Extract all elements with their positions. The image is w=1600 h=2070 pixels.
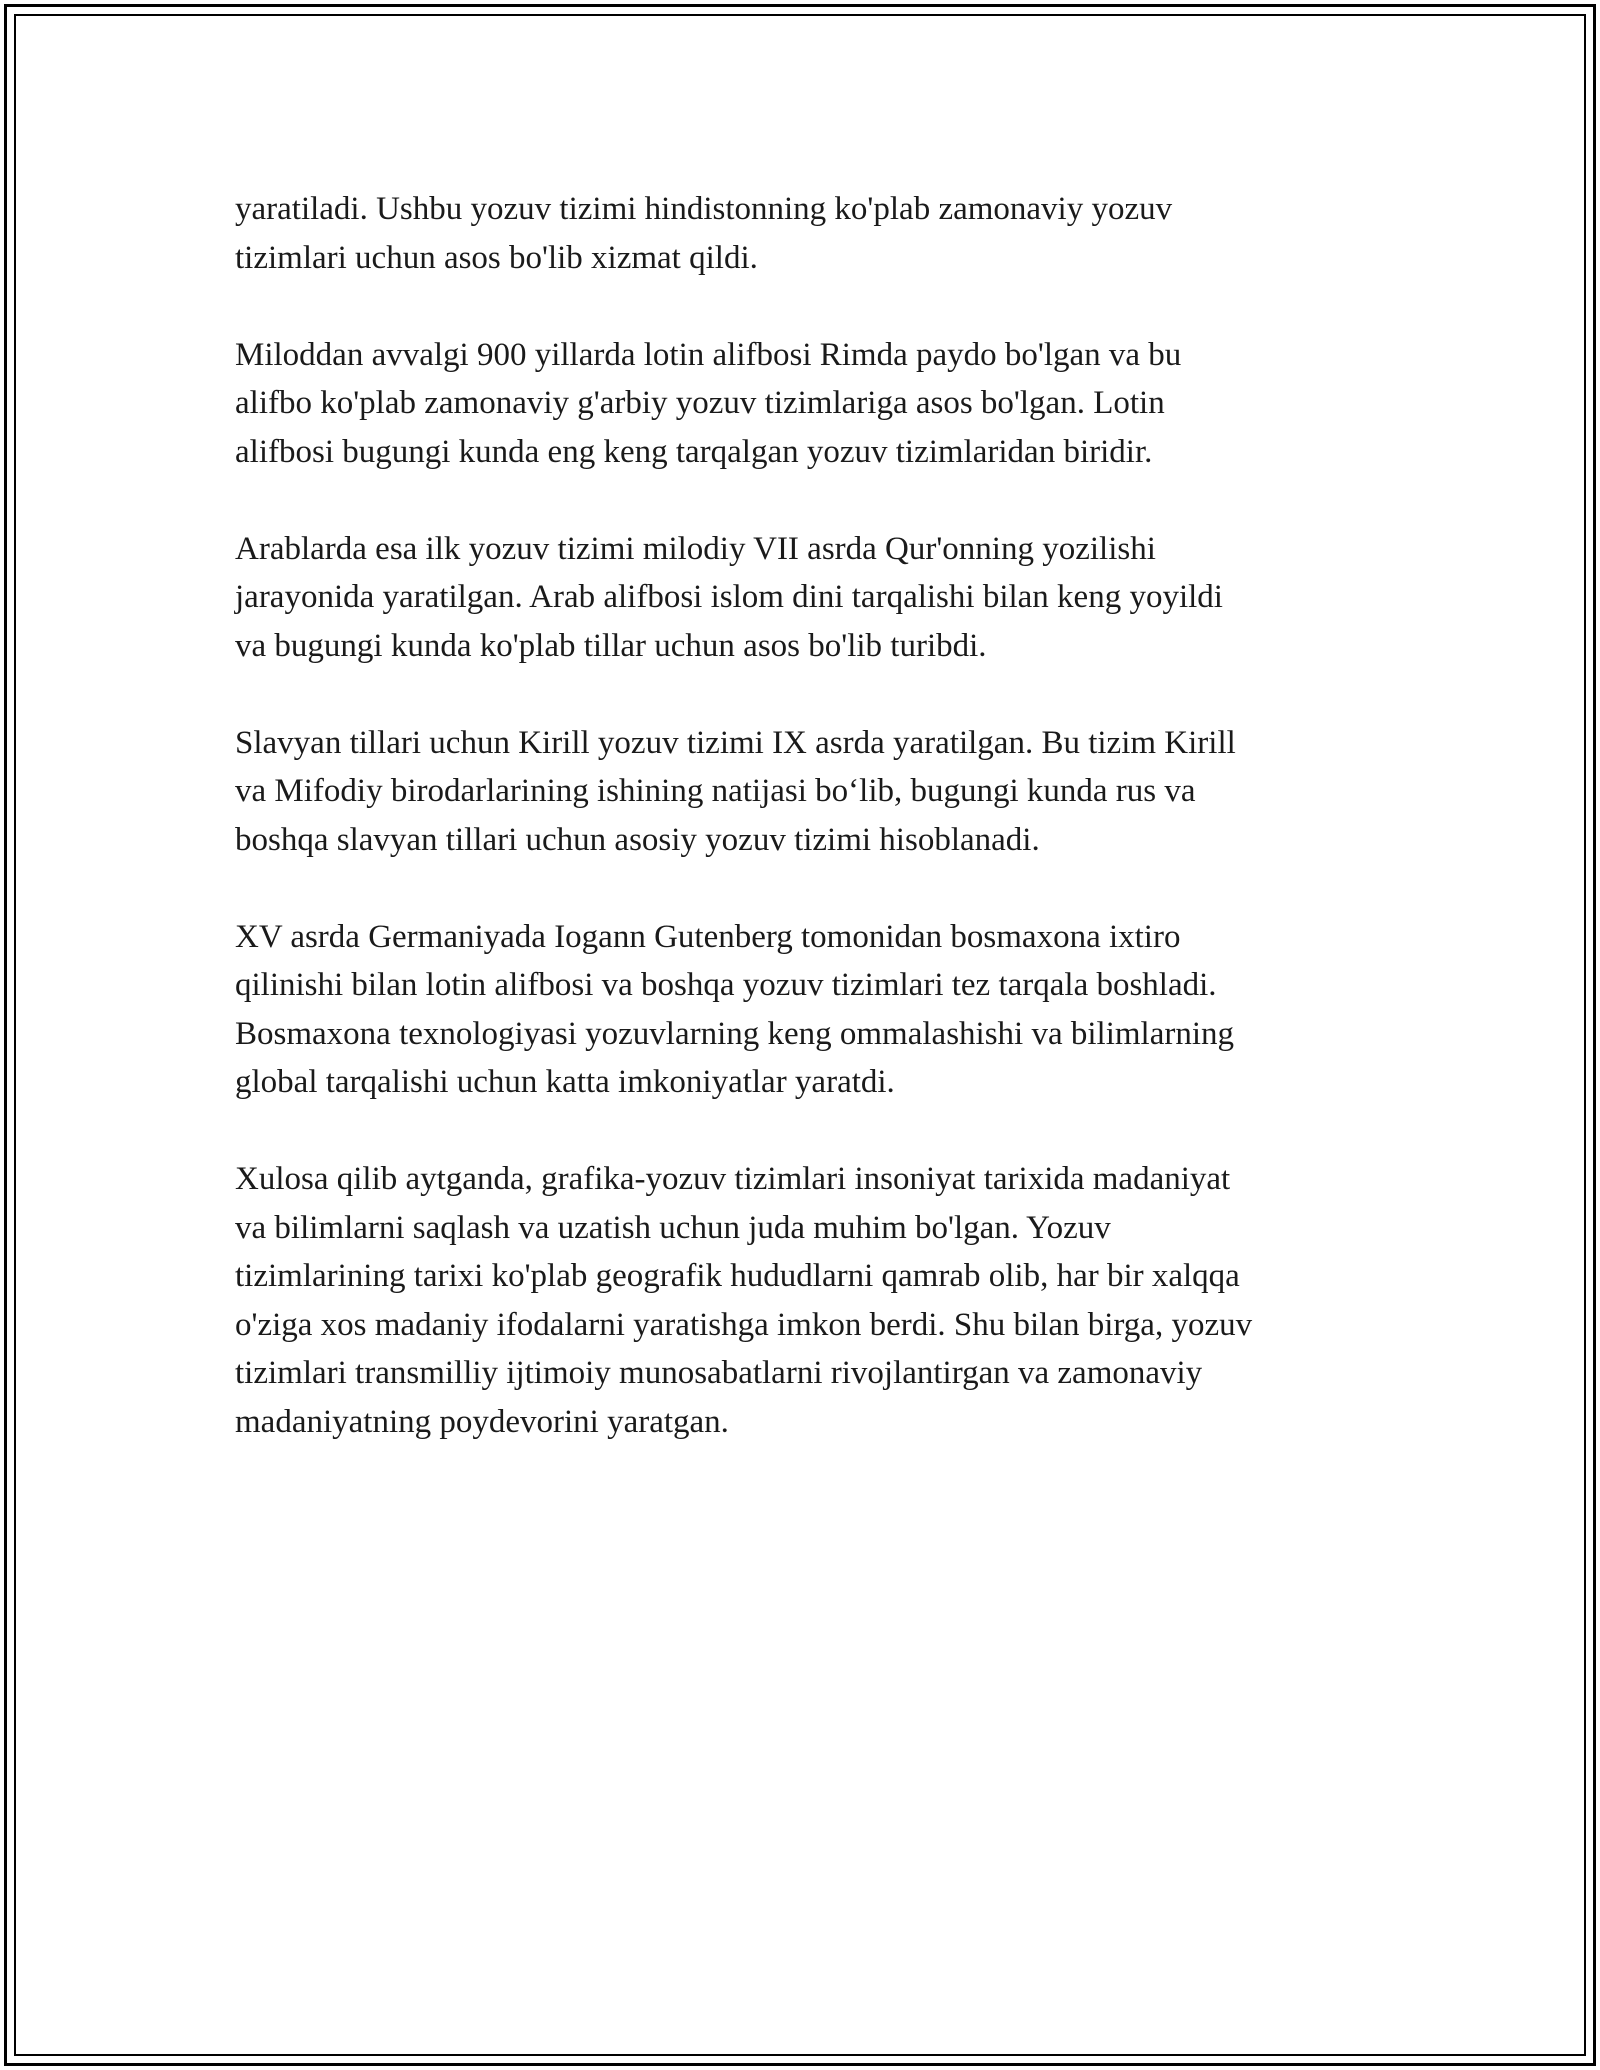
paragraph-line: boshqa slavyan tillari uchun asosiy yozuv tizimi hisoblanadi. [235, 821, 1040, 858]
paragraph-line: madaniyatning poydevorini yaratgan. [235, 1403, 729, 1440]
paragraph-line: Arablarda esa ilk yozuv tizimi milodiy VII asrda Qur'onning yozilishi [235, 530, 1156, 567]
paragraph-line: tizimlarining tarixi ko'plab geografik hududlarni qamrab olib, har bir xalqqa [235, 1258, 1240, 1294]
paragraph-4 [235, 719, 1375, 865]
paragraph-5 [235, 913, 1375, 1107]
paragraph-line: tizimlari transmilliy ijtimoiy munosabatlarni rivojlantirgan va zamonaviy [235, 1355, 1203, 1391]
paragraph-line: alifbosi bugungi kunda eng keng tarqalgan yozuv tizimlaridan biridir. [235, 433, 1153, 470]
paragraph-3 [235, 525, 1375, 671]
document-body [235, 185, 1375, 1495]
paragraph-line: global tarqalishi uchun katta imkoniyatlar yaratdi. [235, 1064, 895, 1100]
paragraph-line: va bugungi kunda ko'plab tillar uchun asos bo'lib turibdi. [235, 627, 987, 664]
paragraph-line: yaratiladi. Ushbu yozuv tizimi hindistonning ko'plab zamonaviy yozuv [235, 191, 1173, 227]
paragraph-line: alifbo ko'plab zamonaviy g'arbiy yozuv tizimlariga asos bo'lgan. Lotin [235, 385, 1165, 421]
paragraph-line: Miloddan avvalgi 900 yillarda lotin alifbosi Rimda paydo bo'lgan va bu [235, 336, 1182, 373]
paragraph-line: Bosmaxona texnologiyasi yozuvlarning keng ommalashishi va bilimlarning [235, 1015, 1235, 1052]
paragraph-line: qilinishi bilan lotin alifbosi va boshqa yozuv tizimlari tez tarqala boshladi. [235, 967, 1217, 1003]
paragraph-2 [235, 331, 1375, 477]
paragraph-line: Slavyan tillari uchun Kirill yozuv tizimi IX asrda yaratilgan. Bu tizim Kirill [235, 724, 1236, 761]
paragraph-line: XV asrda Germaniyada Iogann Gutenberg tomonidan bosmaxona ixtiro [235, 918, 1181, 955]
paragraph-line: tizimlari uchun asos bo'lib xizmat qildi. [235, 239, 758, 276]
paragraph-line: o'ziga xos madaniy ifodalarni yaratishga imkon berdi. Shu bilan birga, yozuv [235, 1306, 1253, 1343]
paragraph-line: va bilimlarni saqlash va uzatish uchun juda muhim bo'lgan. Yozuv [235, 1209, 1111, 1246]
paragraph-line: jarayonida yaratilgan. Arab alifbosi islom dini tarqalishi bilan keng yoyildi [235, 579, 1223, 615]
paragraph-line: Xulosa qilib aytganda, grafika-yozuv tizimlari insoniyat tarixida madaniyat [235, 1161, 1231, 1197]
paragraph-6 [235, 1155, 1375, 1446]
paragraph-line: va Mifodiy birodarlarining ishining natijasi bo‘lib, bugungi kunda rus va [235, 773, 1196, 809]
paragraph-1 [235, 185, 1375, 282]
